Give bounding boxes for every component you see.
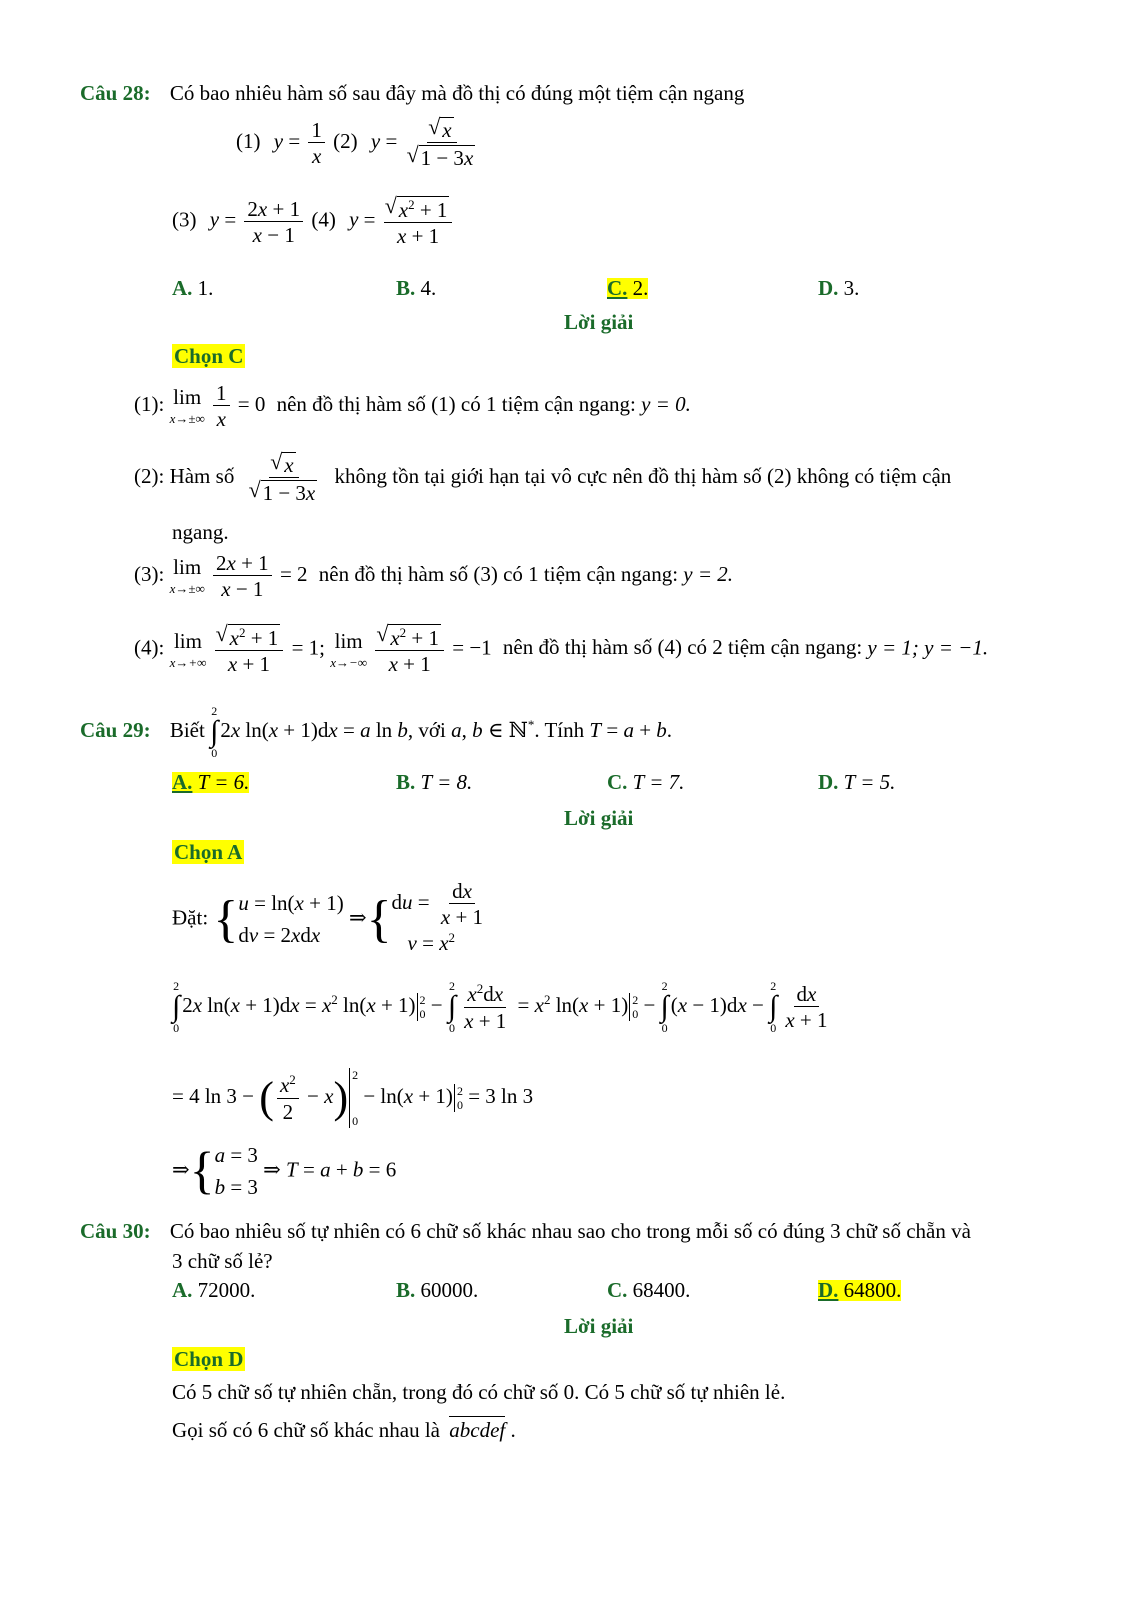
option-label: B. [396,276,416,300]
solution-step-3: (3): lim x→±∞ $\frac{2x + 1}{x - 1}$ = 2 nên đồ thị hàm số (3) có 1 tiệm cận ngang: y = 2. [134,551,734,602]
question-29: Câu 29: Biết 2 ∫ 0 2x ln(x + 1)dx = a ln b, với a, b ∈ ℕ*. Tính T = a + b. [80,704,673,760]
option-label: A. [172,770,193,794]
function-label: (2) [333,128,358,153]
question-text: Có bao nhiêu số tự nhiên có 6 chữ số khác nhau sao cho trong mỗi số có đúng 3 chữ số chẵn và [169,1219,971,1243]
option-value: T = 8. [420,770,473,794]
chosen-answer [172,842,244,863]
function-label: (4) [311,207,336,232]
question-text-cont: 3 chữ số lẻ? [172,1249,273,1273]
option-label: C. [607,276,628,300]
question-28 [80,83,744,104]
step-label: (1): [134,391,165,416]
option-d[interactable] [818,772,895,793]
option-label: C. [607,1278,628,1302]
function-label: (3) [172,207,197,232]
option-value: 64800. [843,1278,902,1302]
option-label: C. [607,770,628,794]
option-label: D. [818,770,839,794]
solution-title: Lời giải [564,806,634,830]
chosen-answer [172,346,245,367]
step-label: (3): [134,561,165,586]
option-a-correct[interactable] [172,772,249,793]
function-label: (1) [236,128,261,153]
question-label: Câu 28: [80,81,151,105]
step-text: không tồn tại giới hạn tại vô cực nên đồ thị hàm số (2) không có tiệm cận [334,463,952,488]
integration-result: ⇒{ a = 3 b = 3 ⇒ T = a + b = 6 [172,1142,397,1200]
solution-text: Gọi số có 6 chữ số khác nhau là [172,1418,440,1442]
question-label: Câu 30: [80,1219,151,1243]
substitution: Đặt: { u = ln(x + 1) dv = 2xdx ⇒{ du = $\frac{dx}{x + 1}$ $v = x^2$ [172,879,484,956]
solution-title: Lời giải [564,1314,634,1338]
chosen-label: Chọn D [174,1347,244,1371]
option-value: 1. [197,276,214,300]
question-text-prefix: Biết [169,717,205,742]
option-value: T = 5. [843,770,896,794]
step-text: nên đồ thị hàm số (1) có 1 tiệm cận ngang: [276,391,636,416]
option-b[interactable] [396,772,472,793]
function-list-1-2: (1) y = $\frac{1}{x}$ (2) y = √ x √ 1 − 3x [236,117,481,169]
step-label: (2): Hàm số [134,463,235,488]
option-label: A. [172,276,193,300]
option-value: 4. [420,276,437,300]
solution-title: Lời giải [564,310,634,334]
solution-step-1: (1): lim x→±∞ $\frac{1}{x}$ = 0 nên đồ thị hàm số (1) có 1 tiệm cận ngang: y = 0. [134,381,691,432]
substitution-label: Đặt: [172,905,209,930]
question-label: Câu 29: [80,717,151,742]
option-c-correct[interactable] [607,278,648,299]
chosen-label: Chọn A [174,840,243,864]
step-result: y = 2. [683,561,734,586]
step-text: nên đồ thị hàm số (3) có 1 tiệm cận ngang: [318,561,679,586]
option-c[interactable] [607,1280,690,1301]
option-label: B. [396,770,416,794]
option-d-correct[interactable] [818,1280,901,1301]
question-30 [80,1221,971,1242]
overlined-number: abcdef [449,1418,506,1442]
option-label: A. [172,1278,193,1302]
option-value: 2. [632,276,649,300]
option-label: B. [396,1278,416,1302]
solution-line: Có 5 chữ số tự nhiên chẵn, trong đó có chữ số 0. Có 5 chữ số tự nhiên lẻ. [172,1380,786,1404]
option-b[interactable] [396,1280,478,1301]
chosen-answer [172,1349,245,1370]
option-value: T = 7. [632,770,685,794]
option-a[interactable] [172,1280,255,1301]
solution-step-2: (2): Hàm số √ x √ 1 − 3x không tồn tại giới hạn tại vô cực nên đồ thị hàm số (2) không có tiệm cận [134,452,951,504]
question-text-mid: , với [407,717,446,742]
solution-step-4: (4): lim x→+∞ √ $\frac{x^2 + 1}{x + 1}$ = 1; lim x→−∞ √ $\frac{x^2 + 1}{x + 1}$ = −1 nên đồ thị hàm số (4) có 2 tiệm cận ngang: y = 1; y = −1. [134,624,988,675]
step-result: y = 1; y = −1. [867,635,989,660]
step-continuation: ngang. [172,520,229,544]
chosen-label: Chọn C [174,344,244,368]
option-value: 3. [843,276,860,300]
option-value: 60000. [420,1278,479,1302]
option-label: D. [818,1278,839,1302]
option-c[interactable] [607,772,684,793]
question-text: Có bao nhiêu hàm số sau đây mà đồ thị có đúng một tiệm cận ngang [169,81,745,105]
option-b[interactable] [396,278,436,299]
function-list-3-4: (3) y = $\frac{2x + 1}{x - 1}$ (4) y = √ $\frac{x^2 + 1}{x + 1}$ [172,196,455,247]
option-value: 72000. [197,1278,256,1302]
integration-step-1: 2 ∫ 0 2x $\ln(x + 1)dx = x^2$ ln(x + 1) 2 0 − 2 ∫ 0 $\frac{x^2dx}{x + 1}$ = $x^2$ ln(x + 1) 2 0 − 2 ∫ 0 (x − 1)dx − 2 ∫ 0 $\frac{dx}{x + 1}$ [172,979,828,1035]
integration-step-2: = 4 ln 3 − ( $\frac{x^2}{2}$ − x) 2 0 − ln(x + 1) 2 0 = 3 ln 3 [172,1068,534,1128]
option-d[interactable] [818,278,859,299]
option-value: 68400. [632,1278,691,1302]
option-a[interactable] [172,278,213,299]
step-text: nên đồ thị hàm số (4) có 2 tiệm cận ngang: [502,635,863,660]
solution-line: Gọi số có 6 chữ số khác nhau là abcdef . [172,1418,516,1442]
option-label: D. [818,276,839,300]
question-text-suffix: . Tính [534,717,585,742]
step-result: y = 0. [641,391,691,416]
step-label: (4): [134,635,165,660]
option-value: T = 6. [197,770,250,794]
